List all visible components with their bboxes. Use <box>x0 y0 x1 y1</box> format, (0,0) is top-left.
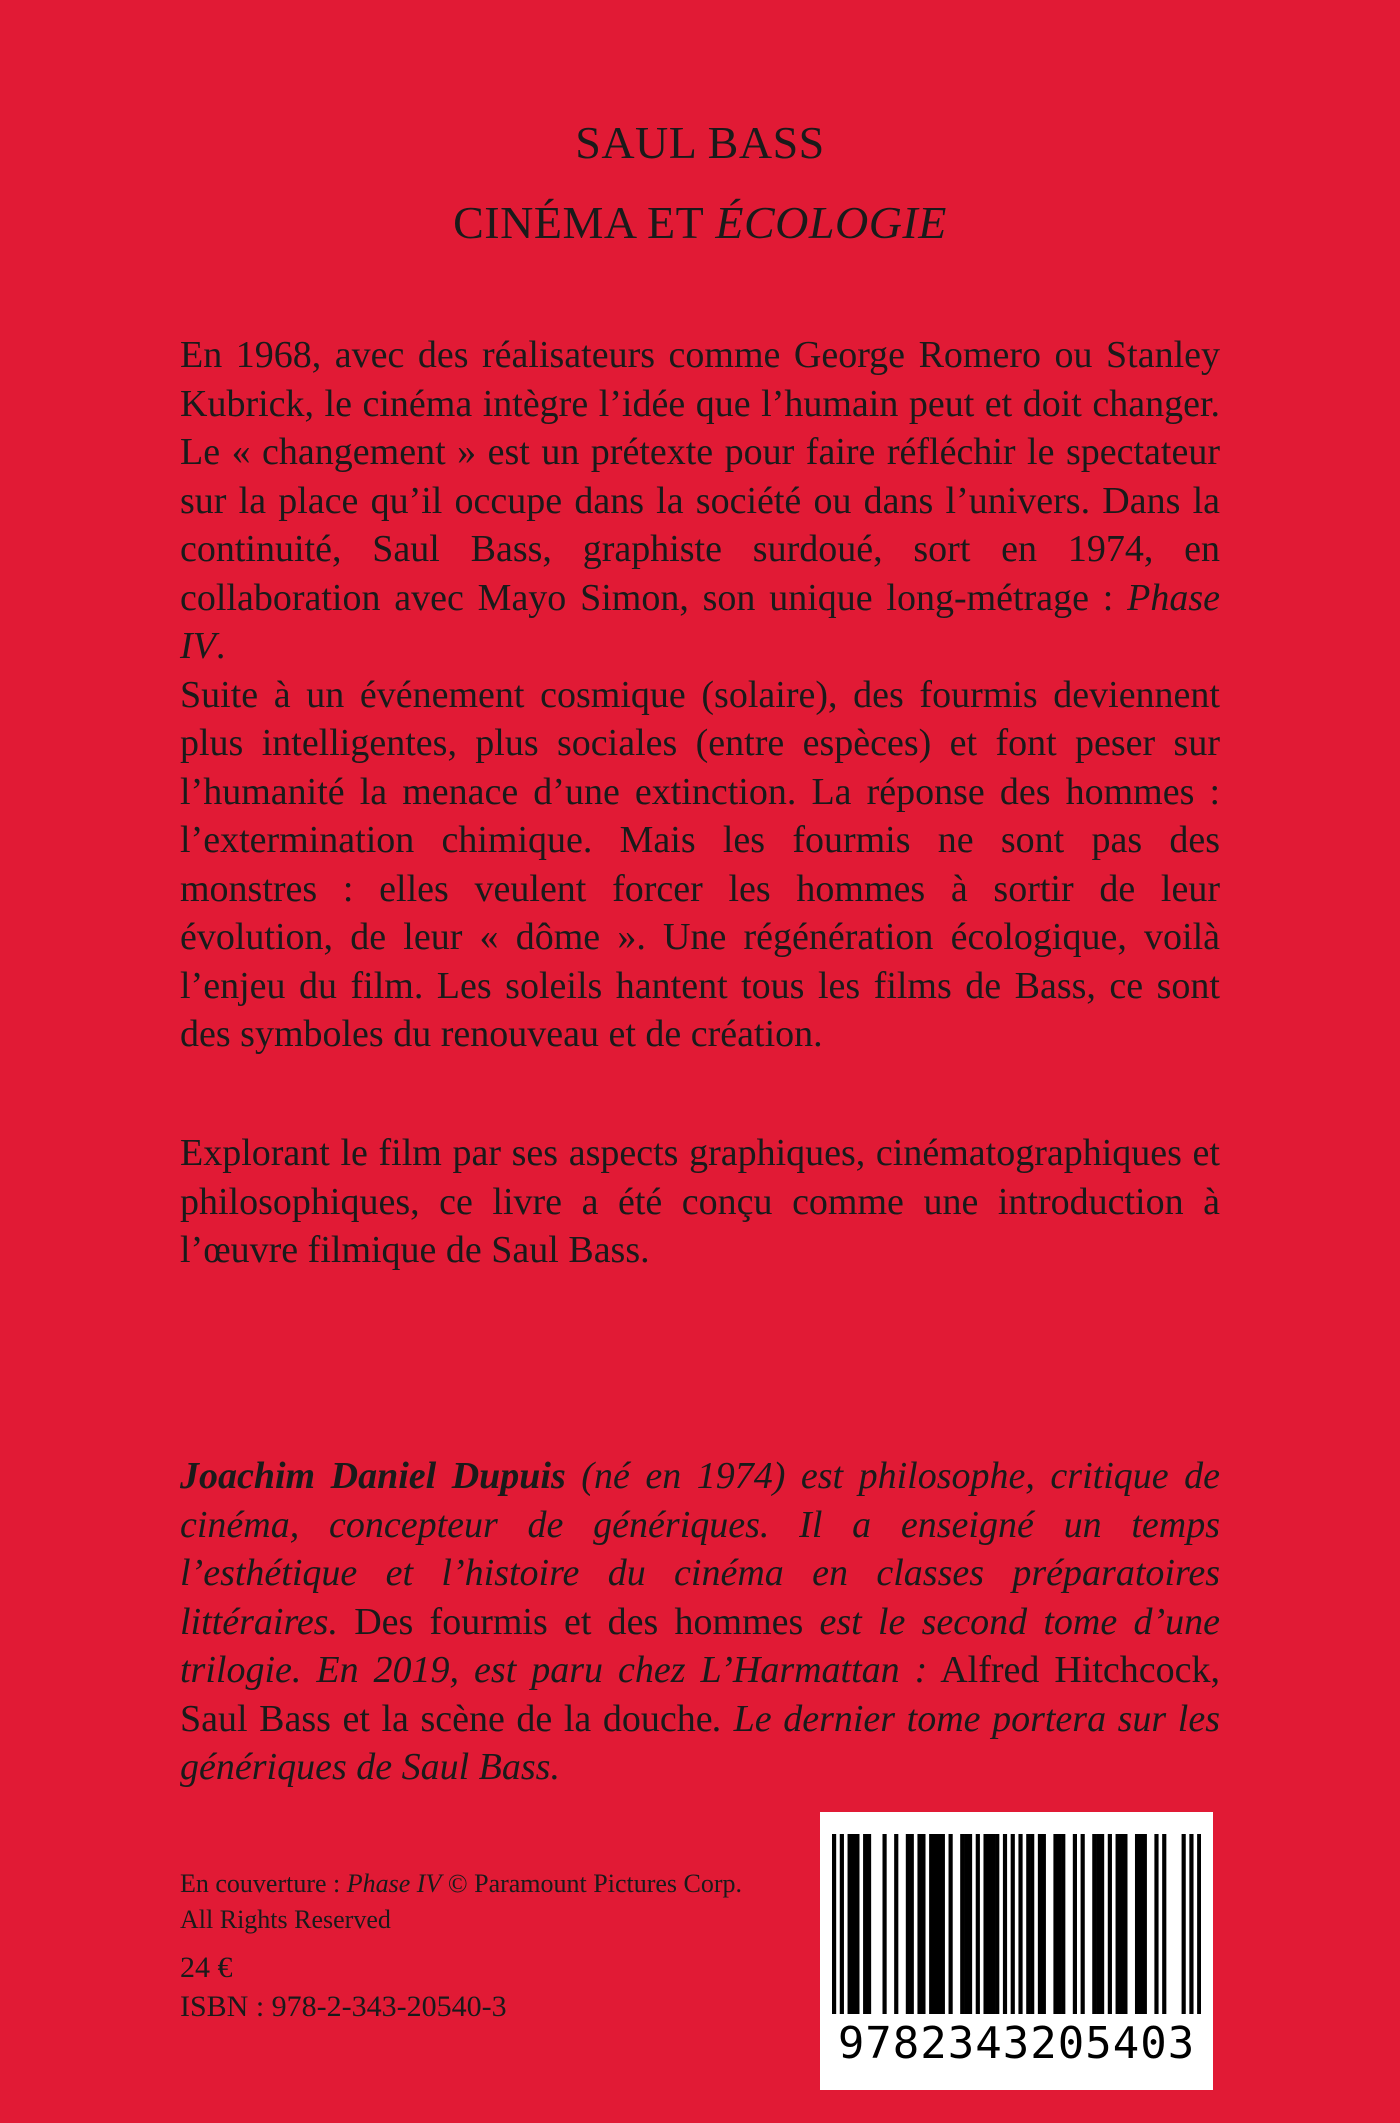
barcode-bar <box>1143 1834 1147 2014</box>
barcode-bar <box>991 1834 995 2014</box>
barcode-bar <box>1011 1834 1015 2014</box>
barcode-bar <box>1038 1834 1042 2014</box>
barcode-bar <box>851 1834 855 2014</box>
barcode-bars <box>832 1834 1201 2014</box>
barcode-bar <box>960 1834 964 2014</box>
author-bio: Joachim Daniel Dupuis (né en 1974) est philosophe, critique de cinéma, concepteur de génériques. Il a enseigné un temps l’esthétique et l’histoire du cinéma en classes préparatoires littéraires. Des fourmis et des hommes est le second tome d’une trilogie. En 2019, est paru chez L’Harmattan : Alfred Hitchcock, Saul Bass et la scène de la douche. Le dernier tome portera sur les génériques de Saul Bass. <box>180 1455 1221 1788</box>
barcode-bar <box>1135 1834 1139 2014</box>
barcode-bar <box>1108 1834 1112 2014</box>
isbn: ISBN : 978-2-343-20540-3 <box>180 1990 507 2023</box>
barcode-bar <box>840 1834 844 2014</box>
barcode-bar <box>917 1834 921 2014</box>
barcode-bar <box>848 1834 852 2014</box>
synopsis-paragraph-2: Suite à un événement cosmique (solaire), des fourmis deviennent plus intelligentes, plus sociales (entre espèces) et font peser sur l’humanité la menace d’une extinction. La réponse des hommes : l’extermination chimique. Mais les fourmis ne sont pas des monstres : elles veulent forcer les hommes à sortir de leur évolution, de leur « dôme ». Une régénération écologique, voilà l’enjeu du film. Les soleils hantent tous les films de Bass, ce sont des symboles du renouveau et de création. <box>180 673 1220 1055</box>
barcode-bar <box>1123 1834 1127 2014</box>
barcode-bar <box>1042 1834 1046 2014</box>
barcode-bar <box>1189 1834 1193 2014</box>
synopsis-paragraph-1: En 1968, avec des réalisateurs comme George Romero ou Stanley Kubrick, le cinéma intègre l’idée que l’humain peut et doit changer. Le « changement » est un prétexte pour faire réfléchir le spectateur sur la place qu’il occupe dans la société ou dans l’univers. Dans la continuité, Saul Bass, graphiste surdoué, sort en 1974, en collaboration avec Mayo Simon, son unique long-métrage : Phase IV. <box>180 334 1220 667</box>
barcode-bar <box>1003 1834 1007 2014</box>
author-name: Joachim Daniel Dupuis <box>180 1455 566 1497</box>
barcode-bar <box>941 1834 945 2014</box>
barcode-bar <box>1119 1834 1123 2014</box>
barcode-bar <box>910 1834 914 2014</box>
barcode <box>820 1812 1213 2090</box>
barcode-bar <box>1061 1834 1065 2014</box>
barcode-bar <box>949 1834 953 2014</box>
barcode-bar <box>1026 1834 1030 2014</box>
barcode-bar <box>921 1834 925 2014</box>
barcode-bar <box>863 1834 867 2014</box>
barcode-bar <box>987 1834 991 2014</box>
barcode-bar <box>1018 1834 1022 2014</box>
barcode-bar <box>1057 1834 1061 2014</box>
barcode-bar <box>894 1834 898 2014</box>
barcode-bar <box>929 1834 933 2014</box>
barcode-bar <box>1116 1834 1120 2014</box>
barcode-bar <box>1139 1834 1143 2014</box>
barcode-digits: 9782343205403 <box>837 2018 1196 2069</box>
barcode-bar <box>1100 1834 1104 2014</box>
cover-credits: En couverture : Phase IV © Paramount Pictures Corp. All Rights Reserved <box>180 1869 743 1934</box>
barcode-bar <box>1197 1834 1201 2014</box>
book-title: SAUL BASS <box>575 117 825 168</box>
barcode-bar <box>1030 1834 1034 2014</box>
barcode-bar <box>968 1834 972 2014</box>
synopsis-paragraph-3: Explorant le film par ses aspects graphiques, cinématographiques et philosophiques, ce livre a été conçu comme une introduction à l’œuvre filmique de Saul Bass. <box>180 1132 1220 1271</box>
barcode-bar <box>995 1834 999 2014</box>
barcode-bar <box>1073 1834 1077 2014</box>
synopsis <box>180 331 1220 1059</box>
barcode-bar <box>933 1834 937 2014</box>
barcode-bar <box>867 1834 871 2014</box>
barcode-bar <box>882 1834 886 2014</box>
subtitle-italic: ÉCOLOGIE <box>715 197 947 248</box>
barcode-bar <box>1096 1834 1100 2014</box>
barcode-bar <box>1053 1834 1057 2014</box>
barcode-bar <box>1081 1834 1085 2014</box>
book-subtitle: CINÉMA ET ÉCOLOGIE <box>453 197 947 248</box>
barcode-bar <box>964 1834 968 2014</box>
barcode-bar <box>1154 1834 1158 2014</box>
barcode-bar <box>832 1834 836 2014</box>
barcode-bar <box>937 1834 941 2014</box>
barcode-bar <box>1182 1834 1186 2014</box>
barcode-bar <box>1092 1834 1096 2014</box>
barcode-bar <box>976 1834 980 2014</box>
barcode-bar <box>855 1834 859 2014</box>
barcode-bar <box>983 1834 987 2014</box>
price: 24 € <box>180 1951 233 1984</box>
barcode-bar <box>906 1834 910 2014</box>
barcode-bar <box>1162 1834 1166 2014</box>
